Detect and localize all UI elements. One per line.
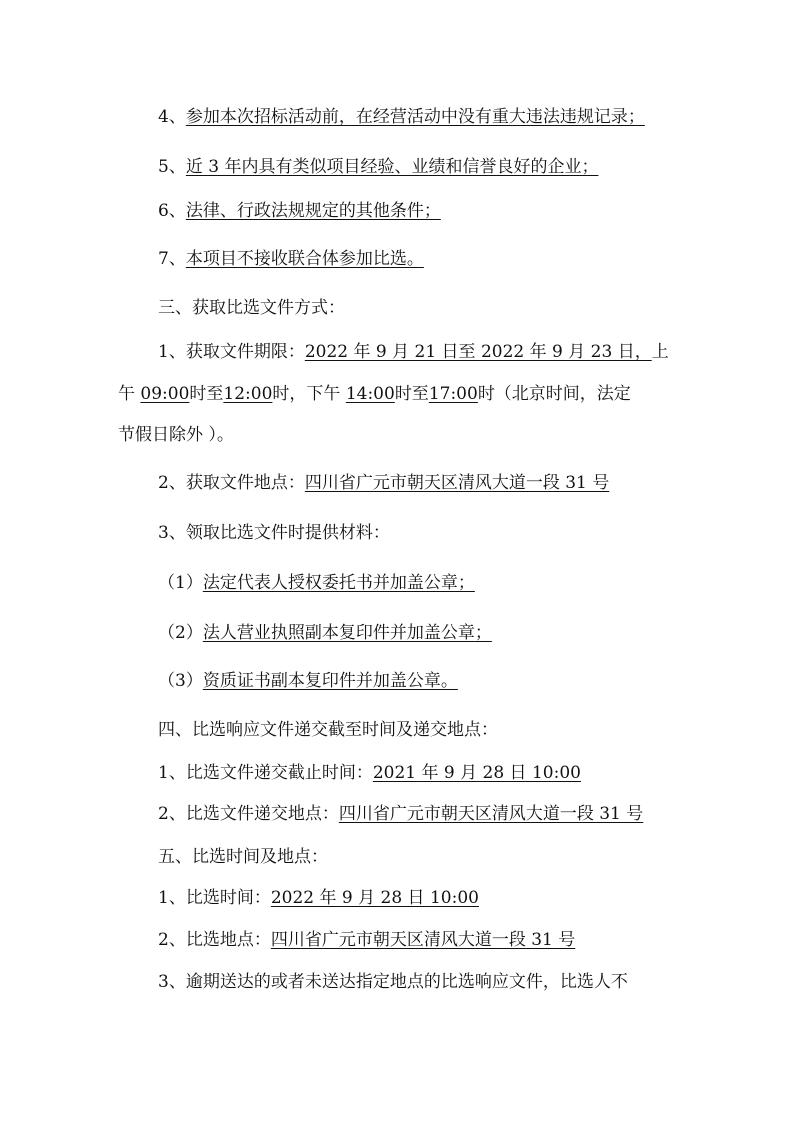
material-3: （3）资质证书副本复印件并加盖公章。 [158, 671, 458, 691]
section-4-heading: 四、比选响应文件递交截至时间及递交地点： [158, 720, 498, 740]
material-2: （2）法人营业执照副本复印件并加盖公章； [158, 623, 492, 643]
section-3-heading: 三、获取比选文件方式： [158, 298, 345, 318]
requirement-4: 4、参加本次招标活动前，在经营活动中没有重大违法违规记录； [158, 107, 645, 127]
requirement-7: 7、本项目不接收联合体参加比选。 [158, 249, 424, 269]
required-materials-heading: 3、领取比选文件时提供材料： [158, 523, 390, 543]
submission-deadline: 1、比选文件递交截止时间：2021 年 9 月 28 日 10:00 [158, 763, 581, 783]
acquisition-holiday-note: 节假日除外 ）。 [118, 425, 234, 445]
material-1: （1）法定代表人授权委托书并加盖公章； [158, 573, 475, 593]
requirement-6: 6、法律、行政法规规定的其他条件； [158, 201, 441, 221]
acquisition-location: 2、获取文件地点：四川省广元市朝天区清风大道一段 31 号 [158, 473, 610, 493]
acquisition-hours: 午 09:00时至12:00时，下午 14:00时至17:00时（北京时间，法定 [118, 384, 631, 404]
acquisition-period: 1、获取文件期限：2022 年 9 月 21 日至 2022 年 9 月 23 日，上 [158, 342, 669, 362]
submission-location: 2、比选文件递交地点：四川省广元市朝天区清风大道一段 31 号 [158, 804, 644, 824]
section-5-heading: 五、比选时间及地点： [158, 847, 328, 867]
requirement-5: 5、近 3 年内具有类似项目经验、业绩和信誉良好的企业； [158, 157, 599, 177]
late-submission-note: 3、逾期送达的或者未送达指定地点的比选响应文件，比选人不 [158, 972, 628, 992]
selection-location: 2、比选地点：四川省广元市朝天区清风大道一段 31 号 [158, 930, 576, 950]
selection-time: 1、比选时间：2022 年 9 月 28 日 10:00 [158, 888, 479, 908]
